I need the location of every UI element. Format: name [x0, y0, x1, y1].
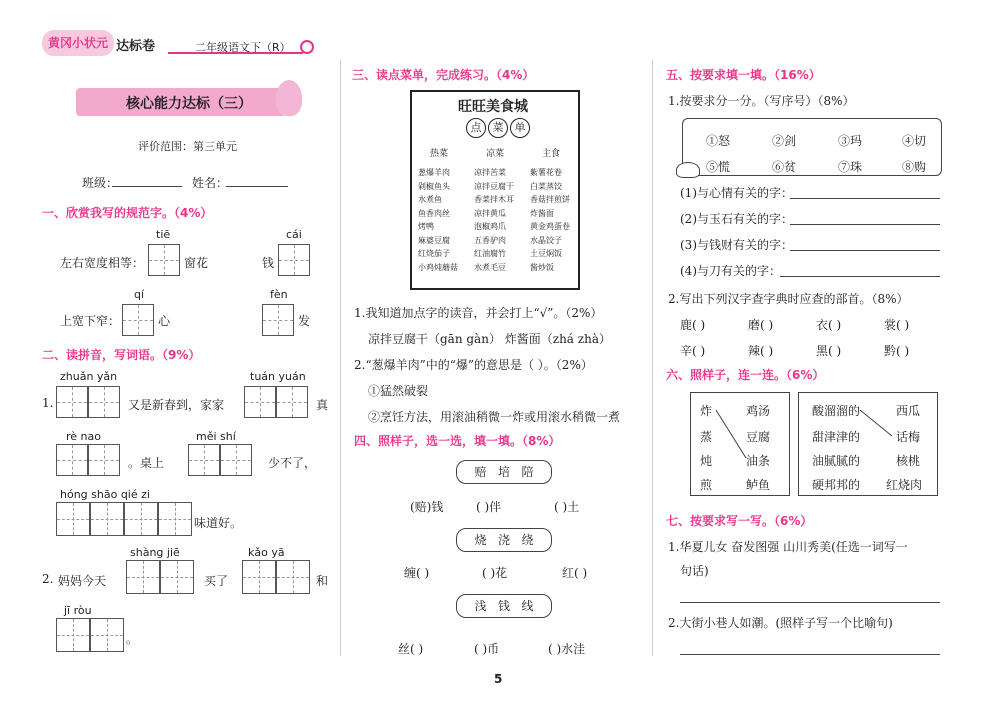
link-line — [860, 410, 892, 436]
s4-g2-c: 红( ) — [562, 566, 588, 580]
menu-sub-1: 点 — [466, 118, 486, 138]
menu-item: 鱼香肉丝 — [418, 208, 450, 218]
s5-sub2: (2)与玉石有关的字： — [680, 212, 793, 226]
link-item: 西瓜 — [896, 404, 921, 418]
radical-item: 鹿( ) — [680, 318, 706, 332]
section-6-title: 六、照样子，连一连。（6%） — [666, 368, 825, 382]
s3-q1: 1.我知道加点字的读音，并会打上“√”。（2%） — [354, 306, 603, 320]
scope-label: 评价范围：第三单元 — [138, 140, 237, 153]
menu-item: 凉拌苦菜 — [474, 168, 506, 177]
s7-q1b: 句话) — [680, 564, 709, 578]
s5-q2: 2.写出下列汉字查字典时应查的部首。（8%） — [668, 292, 909, 306]
char-option: ⑥贫 — [772, 160, 797, 174]
link-item: 鲈鱼 — [746, 478, 771, 492]
menu-item: 麻婆豆腐 — [418, 235, 450, 245]
char: 线 — [521, 599, 534, 613]
s4-g2-a: 缠( ) — [404, 566, 430, 580]
s3-opt2: ②烹饪方法，用滚油稍微一炸或用滚水稍微一煮 — [368, 410, 621, 424]
menu-sub-3: 单 — [510, 118, 530, 138]
menu-item: 红油腐竹 — [474, 249, 506, 258]
s5-q1: 1.按要求分一分。（写序号）（8%） — [668, 94, 855, 108]
s2-t8: 和 — [316, 574, 329, 588]
menu-item: 炸酱面 — [530, 208, 554, 218]
section-7-title: 七、按要求写一写。（6%） — [666, 514, 813, 528]
s7-q1: 1.华夏儿女 奋发图强 山川秀美(任选一词写一 — [668, 540, 908, 554]
series-title: 达标卷 — [116, 39, 156, 54]
s2-t3: 。桌上 — [128, 456, 165, 470]
col-head-cold: 凉菜 — [486, 149, 505, 159]
link-item: 话梅 — [896, 430, 921, 444]
char: 陪 — [521, 465, 534, 479]
link-item: 油腻腻的 — [812, 454, 861, 468]
link-item: 炖 — [700, 454, 713, 468]
menu-item: 土豆焖饭 — [530, 249, 562, 258]
pinyin-kaoya: kǎo yā — [248, 546, 285, 559]
s3-q1-line: 凉拌豆腐干（gān gàn） 炸酱面（zhá zhà） — [368, 332, 611, 346]
pinyin-fen: fèn — [270, 288, 288, 301]
menu-item: 酱炒饭 — [530, 262, 554, 272]
s4-g1-a: (赔)钱 — [410, 500, 444, 514]
radical-item: 黑( ) — [816, 344, 842, 358]
s1-row2-prefix: 上宽下窄： — [60, 314, 121, 328]
answer-line[interactable] — [680, 602, 940, 603]
char: 赔 — [474, 465, 487, 479]
menu-item: 泡椒鸡爪 — [474, 222, 506, 231]
s4-g1-b: ( )伴 — [476, 500, 502, 514]
grade-label: 二年级语文下（R） — [195, 41, 291, 54]
link-item: 酸溜溜的 — [812, 404, 861, 418]
menu-item: 香菜拌木耳 — [474, 195, 514, 204]
radical-item: 辣( ) — [748, 344, 774, 358]
name-label: 姓名： — [192, 176, 229, 190]
radical-item: 黔( ) — [884, 344, 910, 358]
pinyin-qi: qí — [134, 288, 145, 301]
s2-t7: 买了 — [204, 574, 229, 588]
pinyin-zhuanyan: zhuǎn yǎn — [60, 370, 118, 383]
s4-g3-a: 丝( ) — [398, 642, 424, 656]
link-item: 核桃 — [896, 454, 921, 468]
menu-item: 红烧茄子 — [418, 249, 450, 258]
radical-item: 辛( ) — [680, 344, 706, 358]
char-option: ②剑 — [772, 134, 797, 148]
char: 绕 — [521, 533, 534, 547]
pinyin-hongshaoqiezi: hóng shāo qié zi — [60, 488, 150, 501]
section-4-title: 四、照样子，选一选，填一填。（8%） — [354, 434, 561, 448]
menu-item: 五香驴肉 — [474, 235, 506, 245]
char: 浅 — [474, 599, 487, 613]
menu-item: 紫薯花卷 — [530, 168, 562, 177]
menu-item: 水煮毛豆 — [474, 262, 506, 272]
class-label: 班级： — [82, 176, 119, 190]
char-option: ③玛 — [838, 134, 863, 148]
s1-after-fen: 发 — [298, 314, 311, 328]
q2-number: 2. — [42, 572, 54, 586]
char-option: ①怒 — [706, 134, 731, 148]
col-head-main: 主食 — [542, 149, 561, 159]
s4-g2-b: ( )花 — [482, 566, 508, 580]
menu-item: 凉拌豆腐干 — [474, 181, 514, 191]
s1-after-qi: 心 — [158, 314, 171, 328]
banner-title: 核心能力达标（三） — [126, 96, 252, 112]
link-item: 炸 — [700, 404, 713, 418]
link-item: 油条 — [746, 454, 771, 468]
s5-sub4: (4)与刀有关的字： — [680, 264, 781, 278]
section-3-title: 三、读点菜单，完成练习。（4%） — [352, 68, 535, 82]
menu-title: 旺旺美食城 — [458, 99, 528, 115]
menu-item: 水煮鱼 — [418, 195, 442, 204]
s3-opt1: ①猛然破裂 — [368, 384, 429, 398]
s2-t6: 妈妈今天 — [58, 574, 107, 588]
link-item: 甜津津的 — [812, 430, 861, 444]
char: 培 — [497, 465, 510, 479]
link-item: 鸡汤 — [746, 404, 771, 418]
radical-item: 裳( ) — [884, 318, 910, 332]
s4-g1-c: ( )土 — [554, 500, 580, 514]
menu-item: 黄金鸡蛋卷 — [530, 222, 570, 231]
char-option: ④切 — [902, 134, 927, 148]
link-item: 煎 — [700, 478, 713, 492]
link-item: 蒸 — [700, 430, 713, 444]
link-item: 豆腐 — [746, 430, 771, 444]
page-number: 5 — [494, 672, 503, 686]
pinyin-tuanyuan: tuán yuán — [250, 370, 306, 383]
col-head-hot: 热菜 — [430, 149, 449, 159]
menu-item: 烤鸭 — [418, 222, 434, 231]
s2-t5: 味道好。 — [194, 516, 243, 530]
link-line — [716, 410, 746, 458]
pinyin-cai: cái — [286, 228, 302, 241]
s2-t1: 又是新春到，家家 — [128, 398, 225, 412]
s2-t2: 真 — [316, 398, 329, 412]
s5-sub1: (1)与心情有关的字： — [680, 186, 793, 200]
menu-item: 白菜蒸饺 — [530, 181, 562, 191]
s2-t9: 。 — [126, 632, 139, 646]
s7-q2: 2.大街小巷人如潮。(照样子写一个比喻句) — [668, 616, 893, 630]
s4-g3-c: ( )水洼 — [548, 642, 586, 656]
pinyin-meishi: měi shí — [196, 430, 236, 443]
link-item: 硬邦邦的 — [812, 478, 861, 492]
char: 烧 — [474, 533, 487, 547]
char-option: ⑤慌 — [706, 160, 731, 174]
s1-qian: 钱 — [262, 256, 275, 270]
menu-item: 小鸡炖蘑菇 — [418, 262, 458, 272]
q1-number: 1. — [42, 396, 54, 410]
pinyin-tie: tiē — [156, 228, 171, 241]
section-2-title: 二、读拼音，写词语。（9%） — [42, 348, 201, 362]
menu-item: 葱爆羊肉 — [418, 168, 450, 177]
pinyin-shangjie: shàng jiē — [130, 546, 180, 559]
s1-after-tie: 窗花 — [184, 256, 209, 270]
pinyin-renao: rè nao — [66, 430, 101, 443]
char-option: ⑧购 — [902, 160, 927, 174]
s3-q2: 2.“葱爆羊肉”中的“爆”的意思是（ ）。（2%） — [354, 358, 593, 372]
s5-sub3: (3)与钱财有关的字： — [680, 238, 793, 252]
menu-item: 香菇拌煎饼 — [530, 195, 570, 204]
char: 钱 — [497, 599, 510, 613]
s2-t4: 少不了， — [268, 456, 317, 470]
s1-row1-prefix: 左右宽度相等： — [60, 256, 145, 270]
section-1-title: 一、欣赏我写的规范字。（4%） — [42, 206, 213, 220]
radical-item: 磨( ) — [748, 318, 774, 332]
pinyin-jirou: jī ròu — [64, 604, 92, 617]
menu-item: 剁椒鱼头 — [418, 181, 450, 191]
answer-line[interactable] — [680, 654, 940, 655]
char: 浇 — [497, 533, 510, 547]
brand-text: 黄冈小状元 — [48, 36, 109, 50]
menu-item: 凉拌黄瓜 — [474, 208, 506, 218]
char-option: ⑦珠 — [838, 160, 863, 174]
section-5-title: 五、按要求填一填。（16%） — [666, 68, 821, 82]
s4-g3-b: ( )币 — [474, 642, 500, 656]
menu-item: 水晶饺子 — [530, 235, 562, 245]
menu-sub-2: 菜 — [488, 118, 508, 138]
radical-item: 衣( ) — [816, 318, 842, 332]
link-item: 红烧肉 — [886, 478, 923, 492]
